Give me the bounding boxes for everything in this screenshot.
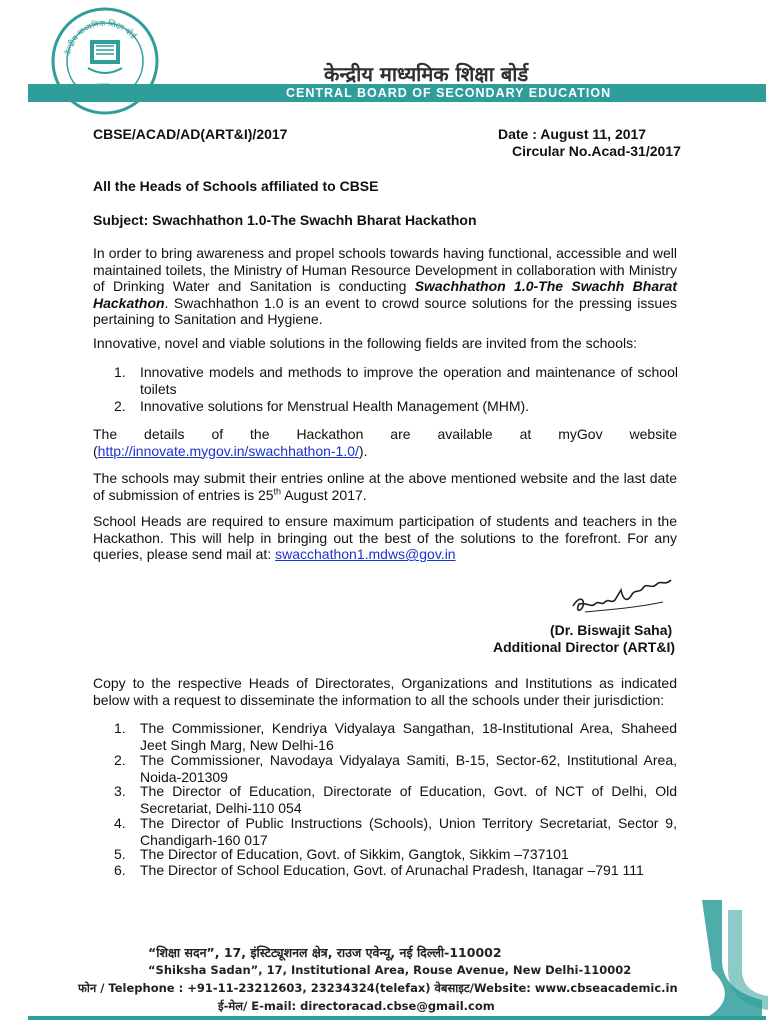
signatory-title: Additional Director (ART&I) <box>493 639 675 655</box>
footer-address-hindi: “शिक्षा सदन”, 17, इंस्टिट्यूशनल क्षेत्र, राउज एवेन्यू, नई दिल्ली-110002 <box>148 945 502 960</box>
footer-contact: फोन / Telephone : +91-11-23212603, 23234324(telefax) वेबसाइट/Website: www.cbseacademic.in <box>78 981 678 995</box>
signatory-name: (Dr. Biswajit Saha) <box>550 622 673 638</box>
hackathon-link[interactable]: http://innovate.mygov.in/swachhathon-1.0/ <box>97 442 359 459</box>
participation-paragraph: School Heads are required to ensure maximum participation of students and teachers in the Hackathon. This will help in bringing out the best of the solutions to the forefront. For any queries, please send mail at: swacchathon1.mdws@gov.in <box>93 513 677 562</box>
copy-to-paragraph: Copy to the respective Heads of Directorates, Organizations and Institutions as indicated below with a request to disseminate the information to all the schools under their jurisdiction: <box>93 675 677 708</box>
footer-email: ई-मेल/ E-mail: directoracad.cbse@gmail.com <box>218 999 495 1013</box>
header-english-title: CENTRAL BOARD OF SECONDARY EDUCATION <box>286 86 612 100</box>
circular-number: Circular No.Acad-31/2017 <box>512 143 681 159</box>
footer-address-english: “Shiksha Sadan”, 17, Institutional Area, Rouse Avenue, New Delhi-110002 <box>148 963 632 977</box>
addressee: All the Heads of Schools affiliated to CBSE <box>93 178 379 194</box>
signature <box>565 572 680 622</box>
details-words: The details of the Hackathon are available at myGov website <box>93 426 677 442</box>
svg-text:केन्द्रीय माध्यमिक शिक्षा बोर्: केन्द्रीय माध्यमिक शिक्षा बोर्ड <box>63 18 138 57</box>
invitation-paragraph: Innovative, novel and viable solutions in the following fields are invited from the schools: <box>93 335 637 351</box>
reference-number: CBSE/ACAD/AD(ART&I)/2017 <box>93 126 288 142</box>
details-paragraph: The details of the Hackathon are available at myGov website (http://innovate.mygov.in/swachhathon-1.0/). <box>93 426 677 459</box>
circular-date: Date : August 11, 2017 <box>498 126 647 142</box>
submission-paragraph: The schools may submit their entries online at the above mentioned website and the last date of submission of entries is 25th August 2017. <box>93 470 677 503</box>
query-email-link[interactable]: swacchathon1.mdws@gov.in <box>275 546 456 562</box>
subject: Subject: Swachhathon 1.0-The Swachh Bharat Hackathon <box>93 212 477 228</box>
footer-rule <box>28 1016 766 1020</box>
event-name: Swachhathon 1.0-The Swachh Bharat Hackathon <box>93 278 677 311</box>
intro-paragraph: In order to bring awareness and propel schools towards having functional, accessible and well maintained toilets, the Ministry of Human Resource Development in collaboration with Ministry of Drinking Water and Sanitation is conducting Swachhathon 1.0-The Swachh Bharat Hackathon. Swachhathon 1.0 is an event to crowd source solutions for the pressing issues pertaining to Sanitation and Hygiene. <box>93 245 677 327</box>
decorative-corner-graphic <box>682 900 768 1020</box>
header-hindi-title: केन्द्रीय माध्यमिक शिक्षा बोर्ड <box>324 62 529 86</box>
